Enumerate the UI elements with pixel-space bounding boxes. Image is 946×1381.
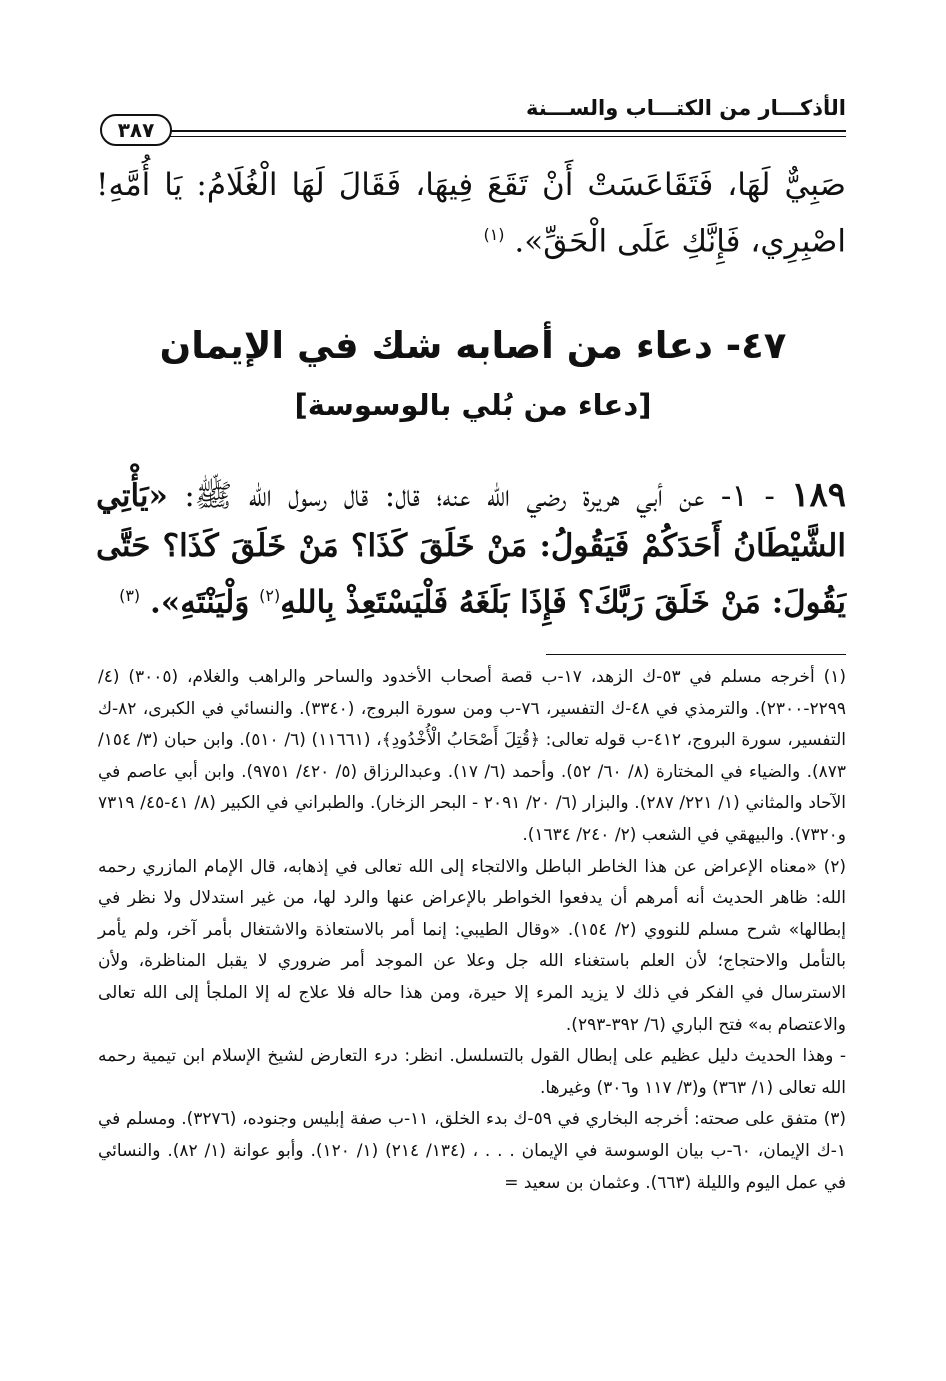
continuation-text: صَبِيٌّ لَهَا، فَتَقَاعَسَتْ أَنْ تَقَعَ فِيهَا، فَقَالَ لَهَا الْغُلَامُ: يَا أُمَّهِ! اصْبِرِي، فَإِنَّكِ عَلَى الْحَقِّ». bbox=[96, 167, 846, 260]
hadith-intro: - ١- عن أبي هريرة رضي الله عنه؛ قال: قال رسول الله ﷺ: bbox=[184, 478, 775, 514]
continuation-paragraph bbox=[96, 160, 846, 266]
chapter-title: ٤٧- دعاء من أصابه شك في الإيمان bbox=[159, 324, 787, 367]
hadith-quote-part1: «يَأْتِي الشَّيْطَانُ أَحَدَكُمْ فَيَقُولُ: مَنْ خَلَقَ كَذَا؟ مَنْ خَلَقَ كَذَا؟ حَتَّى يَقُولَ: مَنْ خَلَقَ رَبَّكَ؟ فَإِذَا بَلَغَهُ فَلْيَسْتَعِذْ بِاللهِ bbox=[96, 478, 846, 621]
hadith-paragraph bbox=[96, 470, 846, 627]
footnote-ref-3: (٣) bbox=[119, 586, 141, 605]
footnote-divider bbox=[546, 654, 846, 655]
footnote-ref-1: (١) bbox=[483, 225, 505, 244]
hadith-number: ١٨٩ bbox=[791, 475, 847, 515]
footnote-ref-2: (٢) bbox=[259, 586, 281, 605]
header-rule-thin bbox=[170, 136, 846, 137]
footnote-2: (٢) «معناه الإعراض عن هذا الخاطر الباطل والالتجاء إلى الله تعالى في إذهابه، قال الإمام المازري رحمه الله: ظاهر الحديث أنه أمرهم أن يدفعوا الخواطر بالإعراض عنها والرد لها، من غير استدلال ولا نظر في إبطالها» شرح مسلم للنووي (٢/ ١٥٤). «وقال الطيبي: إنما أمر بالاستعاذة والاشتغال بأمر آخر، ولم يأمر بالتأمل والاحتجاج؛ لأن العلم باستغناء الله جل وعلا عن الموجد أمر ضروري لا يقبل المناظرة، ولأن الاسترسال في الفكر في ذلك لا يزيد المرء إلا حيرة، ومن هذا حاله فلا علاج له إلا الملجأ إلى الله تعالى والاعتصام به» فتح الباري (٦/ ٣٩٢-٢٩٣). bbox=[98, 856, 846, 1035]
header-rule bbox=[100, 118, 846, 142]
hadith-quote-part2: وَلْيَنْتَهِ». bbox=[150, 584, 250, 621]
footnotes bbox=[98, 662, 846, 1199]
footnote-1: (١) أخرجه مسلم في ٥٣-ك الزهد، ١٧-ب قصة أصحاب الأخدود والساحر والراهب والغلام، (٣٠٠٥) (٤/ ٢٢٩٩-٢٣٠٠). والترمذي في ٤٨-ك التفسير، ٧٦-ب ومن سورة البروج، (٣٣٤٠). والنسائي في الكبرى، ٨٢-ك التفسير، سورة البروج، ٤١٢-ب قوله تعالى: ﴿قُتِلَ أَصْحَابُ الْأُخْدُودِ﴾، (١١٦٦١) (٦/ ٥١٠). وابن حبان (٣/ ١٥٤/ ٨٧٣). والضياء في المختارة (٨/ ٦٠/ ٥٢). وأحمد (٦/ ١٧). وعبدالرزاق (٥/ ٤٢٠/ ٩٧٥١). وابن أبي عاصم في الآحاد والمثاني (١/ ٢٢١/ ٢٨٧). والبزار (٦/ ٢٠/ ٢٠٩١ - البحر الزخار). والطبراني في الكبير (٨/ ٤١-٤٥/ ٧٣١٩ و٧٣٢٠). والبيهقي في الشعب (٢/ ٢٤٠/ ١٦٣٤). bbox=[98, 667, 847, 845]
footnote-2-note: - وهذا الحديث دليل عظيم على إبطال القول بالتسلسل. انظر: درء التعارض لشيخ الإسلام ابن تيمية رحمه الله تعالى (١/ ٣٦٣) و(٣/ ١١٧ و٣٠٦) وغيرها. bbox=[98, 1046, 846, 1098]
running-title: الأذكـــار من الكتـــاب والســـنة bbox=[525, 96, 846, 120]
footnote-3: (٣) متفق على صحته: أخرجه البخاري في ٥٩-ك بدء الخلق، ١١-ب صفة إبليس وجنوده، (٣٢٧٦). ومسلم في ١-ك الإيمان، ٦٠-ب بيان الوسوسة في الإيمان . . . ، (١٣٤/ ٢١٤) (١/ ١٢٠). وأبو عوانة (١/ ٨٢). والنسائي في عمل اليوم والليلة (٦٦٣). وعثمان بن سعيد = bbox=[98, 1109, 847, 1193]
chapter-subtitle: [دعاء من بُلي بالوسوسة] bbox=[294, 388, 652, 422]
header-rule-thick bbox=[170, 130, 846, 132]
page-number: ٣٨٧ bbox=[100, 114, 172, 146]
